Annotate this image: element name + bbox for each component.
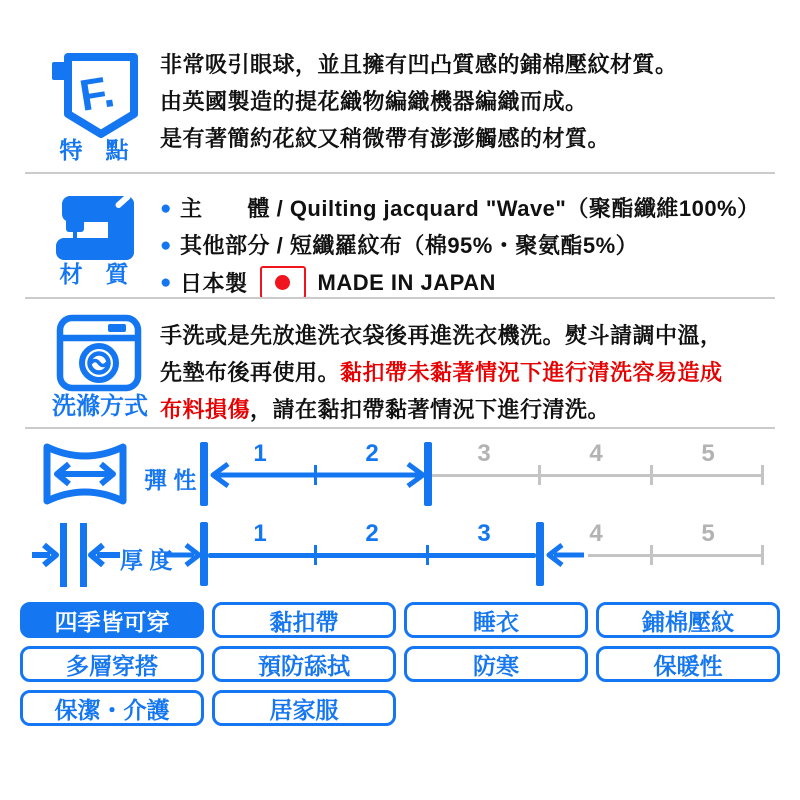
thickness-label: 厚 度 [120,547,173,573]
scale-number: 4 [589,440,603,467]
washing-line [160,354,723,391]
bullet-icon: ● [160,198,172,219]
features-line: 是有著簡約花紋又稍微帶有澎澎觸感的材質。 [160,126,611,151]
scale-tick [426,545,429,565]
features-badge-icon [46,52,146,138]
scale-number: 4 [589,520,603,547]
scale-number: 1 [253,520,267,547]
washing-line [160,391,723,428]
washing-warning-text: 布料損傷 [160,397,251,422]
section-divider [25,172,775,174]
washing-warning-text: 黏扣帶未黏著情況下進行清洗容易造成 [340,360,723,385]
washing-line-text: 先墊布後再使用。 [160,360,341,385]
scale-tick [650,465,653,485]
scale-number: 2 [365,520,379,547]
tag-cold-protection[interactable]: 防寒 [404,646,588,682]
thickness-start-arrow [162,541,202,569]
features-label: 特 點 [59,137,129,163]
features-text [160,46,678,157]
features-line: 非常吸引眼球，並且擁有凹凸質感的鋪棉壓紋材質。 [160,52,678,77]
tag-pajamas[interactable]: 睡衣 [404,602,588,638]
scale-number: 5 [701,520,715,547]
scale-gray-line [432,474,764,477]
elasticity-range-arrow [206,460,430,490]
material-item [160,190,760,227]
scale-number: 5 [701,440,715,467]
tag-lick-prevention[interactable]: 預防舔拭 [212,646,396,682]
scale-tick [538,465,541,485]
material-item [160,227,760,264]
section-divider [25,427,775,429]
scale-number: 1 [253,440,267,467]
washing-line [160,317,723,354]
bullet-icon: ● [160,235,172,256]
tag-hygiene-care[interactable]: 保潔・介護 [20,690,204,726]
material-text [160,190,760,301]
scale-active-line [208,553,536,558]
material-label: 材 質 [59,261,129,287]
tag-homewear[interactable]: 居家服 [212,690,396,726]
tag-velcro[interactable]: 黏扣帶 [212,602,396,638]
material-item-text: 其他部分 / 短纖羅紋布（棉95%・聚氨酯5%） [179,233,639,258]
washing-text [160,317,723,428]
elasticity-label: 彈 性 [144,467,197,493]
scale-number: 3 [477,520,491,547]
tag-quilting[interactable]: 鋪棉壓紋 [596,602,780,638]
scale-tick [314,465,317,485]
scale-start-bar [200,522,208,586]
scale-tick [761,465,764,485]
tag-layering[interactable]: 多層穿搭 [20,646,204,682]
section-divider [25,297,775,299]
japan-flag-icon [260,266,306,299]
material-item-text: 主 體 / Quilting jacquard "Wave"（聚酯纖維100%） [179,196,760,221]
material-item [160,264,760,301]
scale-number: 3 [477,440,491,467]
scale-number: 2 [365,440,379,467]
scale-tick [314,545,317,565]
sewing-machine-icon [50,190,142,266]
washing-line-text: 手洗或是先放進洗衣袋後再進洗衣機洗。熨斗請調中溫， [160,323,723,348]
tag-all-season[interactable]: 四季皆可穿 [20,602,204,638]
scale-tick [761,545,764,565]
scale-gray-line [588,554,764,557]
tag-warmth[interactable]: 保暖性 [596,646,780,682]
scale-end-bar [424,442,432,506]
made-in-japan-text: MADE IN JAPAN [317,269,496,295]
scale-tick [650,545,653,565]
svg-text:F.: F. [76,67,118,121]
washing-line-text: ，請在黏扣帶黏著情況下進行清洗。 [250,397,611,422]
features-line: 由英國製造的提花織物編織機器編織而成。 [160,89,588,114]
bullet-icon: ● [160,271,172,293]
washing-label: 洗滌方式 [52,393,148,420]
material-item-text: 日本製 [179,271,248,296]
thickness-icon [30,521,122,589]
stretch-icon [34,441,136,507]
washing-machine-icon [56,314,142,392]
thickness-end-arrow [546,541,586,569]
scale-end-bar [536,522,544,586]
